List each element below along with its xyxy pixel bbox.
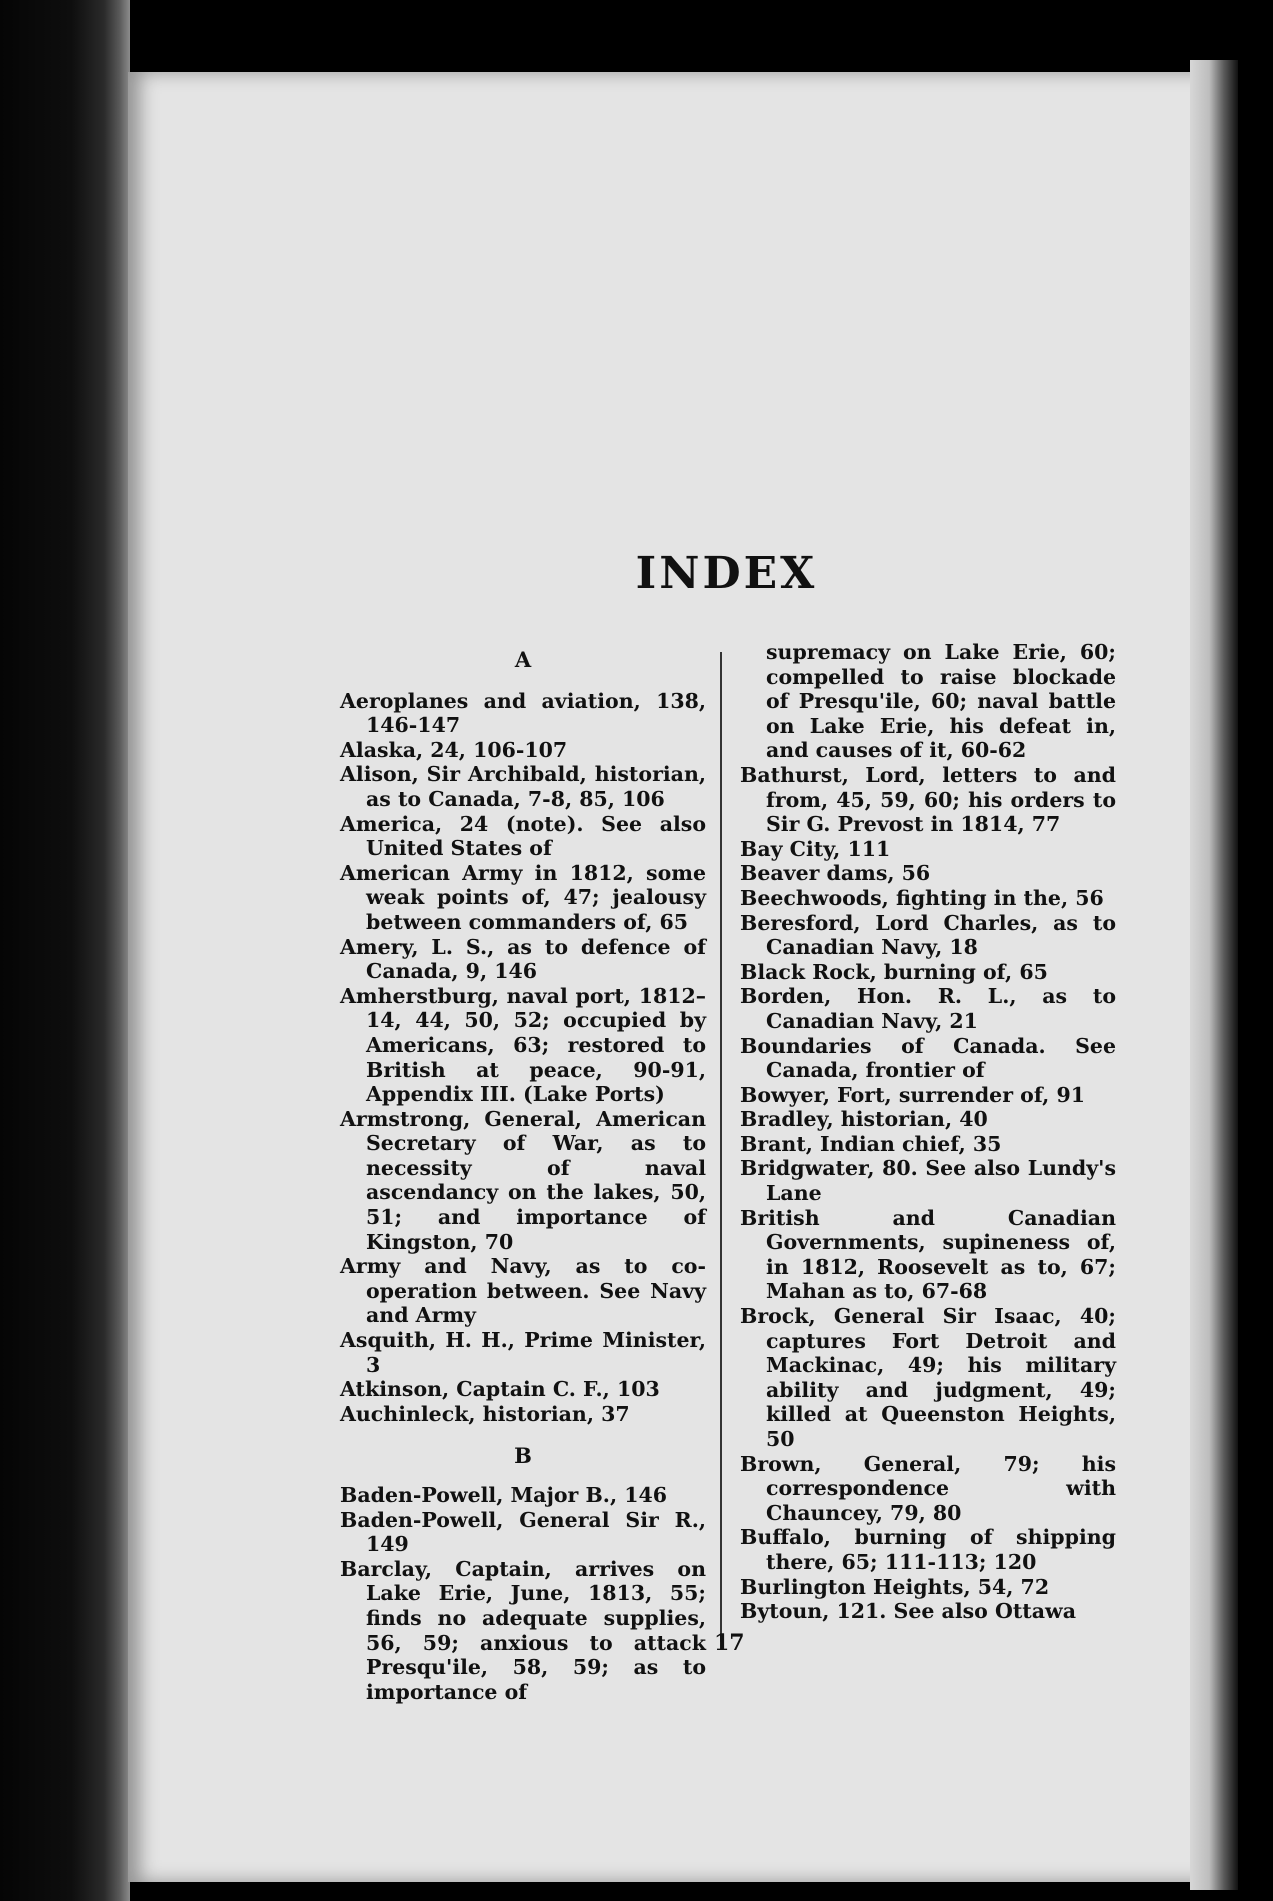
index-entry: Buffalo, burning of shipping there, 65; 111-113; 120 (740, 1525, 1116, 1574)
index-entry: Alaska, 24, 106-107 (340, 737, 568, 762)
page-gutter-fold (1190, 60, 1238, 1890)
index-entry: Bay City, 111 (740, 836, 891, 861)
index-entry: Alison, Sir Archibald, historian, as to Canada, 7-8, 85, 106 (340, 762, 706, 811)
index-entry: Bytoun, 121. See also Ottawa (740, 1599, 1076, 1624)
index-entry: Burlington Heights, 54, 72 (740, 1574, 1050, 1599)
index-column-left (340, 648, 706, 1704)
index-entry: Atkinson, Captain C. F., 103 (340, 1377, 660, 1402)
index-entry: Amery, L. S., as to defence of Canada, 9, 146 (340, 934, 706, 984)
index-entry: Bathurst, Lord, letters to and from, 45, 59, 60; his orders to Sir G. Prevost in 1814, 77 (740, 762, 1116, 837)
column-divider (720, 652, 722, 1642)
index-entry: Beresford, Lord Charles, as to Canadian Navy, 18 (740, 910, 1116, 960)
index-entry: Brant, Indian chief, 35 (740, 1131, 1002, 1156)
index-entry: Auchinleck, historian, 37 (340, 1401, 630, 1426)
book-spine-edge (0, 0, 130, 1901)
index-entry: Army and Navy, as to co-operation between. See Navy and Army (340, 1254, 706, 1328)
index-entry: British and Canadian Governments, supineness of, in 1812, Roosevelt as to, 67; Mahan as to, 67-68 (740, 1205, 1116, 1304)
index-entry: Bridgwater, 80. See also Lundy's Lane (740, 1156, 1116, 1206)
index-entry: Armstrong, General, American Secretary of War, as to necessity of naval ascendancy on the lakes, 50, 51; and importance of Kingston, 70 (340, 1106, 706, 1254)
section-letter-a: A (514, 647, 532, 672)
page-title: INDEX (635, 548, 818, 599)
section-letter-b: B (514, 1443, 532, 1469)
index-entry-continued: supremacy on Lake Erie, 60; compelled to raise blockade of Presqu'ile, 60; naval battle on Lake Erie, his defeat in, and causes of it, 60-62 (766, 640, 1116, 763)
index-entry: Brock, General Sir Isaac, 40; captures Fort Detroit and Mackinac, 49; his military ability and judgment, 49; killed at Queenston Heights, 50 (740, 1304, 1116, 1451)
index-entry: Amherstburg, naval port, 1812–14, 44, 50, 52; occupied by Americans, 63; restored to British at peace, 90-91, Appendix III. (Lake Ports) (340, 983, 706, 1107)
page-number: 17 (714, 1630, 745, 1656)
index-entry: America, 24 (note). See also United States of (340, 811, 706, 861)
index-entry: Boundaries of Canada. See Canada, frontier of (740, 1033, 1116, 1083)
index-entry: Baden-Powell, Major B., 146 (340, 1483, 668, 1507)
index-entry: Brown, General, 79; his correspondence with Chauncey, 79, 80 (740, 1451, 1116, 1525)
index-entry: Baden-Powell, General Sir R., 149 (340, 1507, 706, 1557)
index-entry: Bradley, historian, 40 (740, 1107, 988, 1132)
index-entry: Asquith, H. H., Prime Minister, 3 (340, 1328, 706, 1377)
index-column-right (740, 640, 1116, 1624)
scan-border-right (1238, 0, 1273, 1901)
index-entry: American Army in 1812, some weak points of, 47; jealousy between commanders of, 65 (340, 860, 706, 934)
index-entry: Black Rock, burning of, 65 (740, 959, 1048, 984)
scan-border-top (0, 0, 1273, 72)
index-entry: Barclay, Captain, arrives on Lake Erie, June, 1813, 55; finds no adequate supplies, 56, 59; anxious to attack Presqu'ile, 58, 59; as to importance of (340, 1556, 706, 1704)
index-entry: Borden, Hon. R. L., as to Canadian Navy, 21 (740, 984, 1116, 1033)
index-entry: Bowyer, Fort, surrender of, 91 (740, 1082, 1085, 1107)
index-entry: Beaver dams, 56 (740, 861, 931, 886)
index-entry: Beechwoods, fighting in the, 56 (740, 885, 1104, 910)
index-entry: Aeroplanes and aviation, 138, 146-147 (340, 688, 706, 738)
